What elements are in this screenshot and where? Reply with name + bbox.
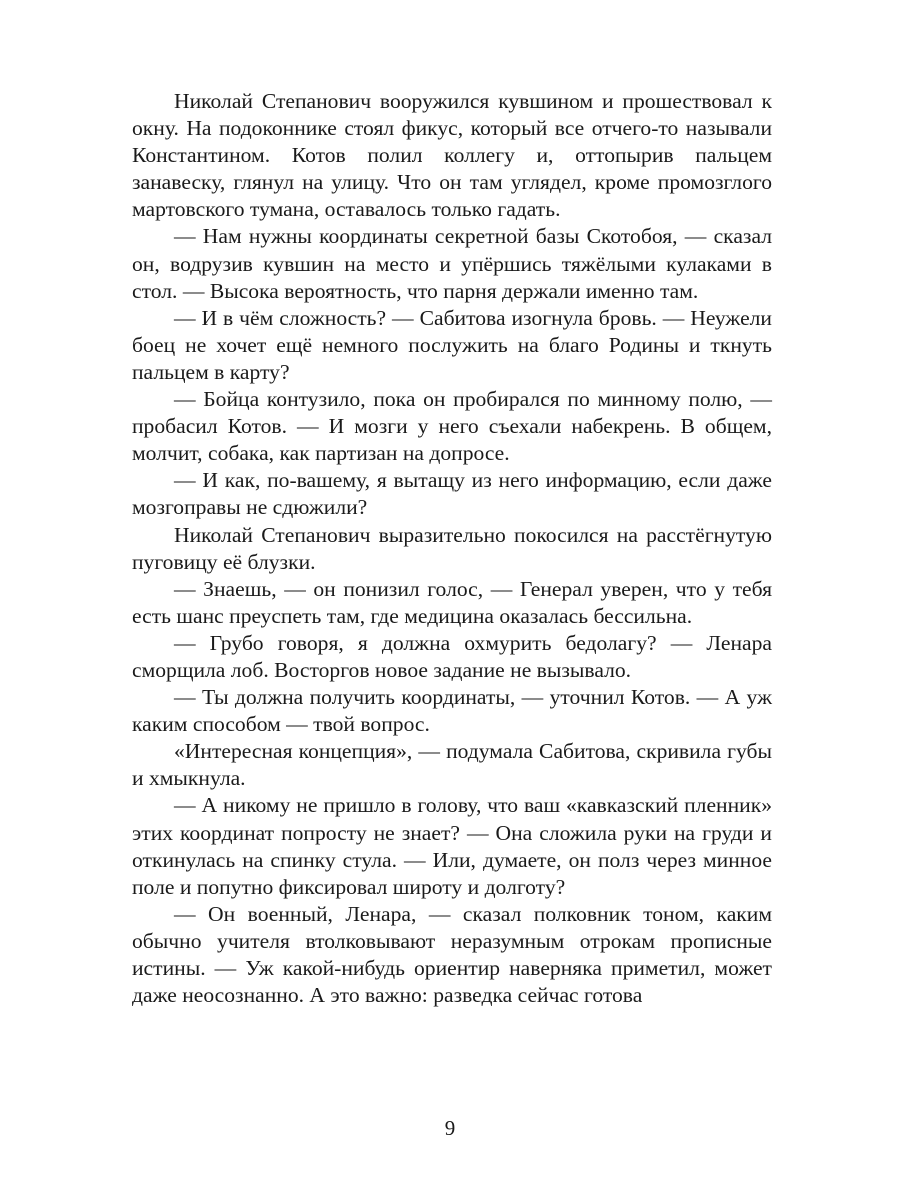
paragraph: — Бойца контузило, пока он пробирался по минному полю, — пробасил Котов. — И мозги у него съехали набекрень. В общем, молчит, собака, как партизан на допросе. — [132, 387, 772, 466]
paragraph: Николай Степанович вооружился кувшином и прошествовал к окну. На подоконнике стоял фикус, который все отчего-то называли Константином. Котов полил коллегу и, оттопырив пальцем занавеску, глянул на улицу. Что он там углядел, кроме промозглого мартовского тумана, оставалось только гадать. — [132, 89, 772, 222]
paragraph: — Знаешь, — он понизил голос, — Генерал уверен, что у тебя есть шанс преуспеть там, где медицина оказалась бессильна. — [132, 576, 772, 628]
paragraph: — И в чём сложность? — Сабитова изогнула бровь. — Неужели боец не хочет ещё немного послужить на благо Родины и ткнуть пальцем в карту? — [132, 305, 772, 384]
page-number: 9 — [444, 1116, 456, 1140]
paragraph: — Грубо говоря, я должна охмурить бедолагу? — Ленара сморщила лоб. Восторгов новое задание не вызывало. — [132, 630, 772, 682]
paragraph: — Ты должна получить координаты, — уточнил Котов. — А уж каким способом — твой вопрос. — [132, 685, 772, 737]
paragraph: — Нам нужны координаты секретной базы Скотобоя, — сказал он, водрузив кувшин на место и упёршись тяжёлыми кулаками в стол. — Высока вероятность, что парня держали именно там. — [132, 224, 772, 303]
paragraph: — Он военный, Ленара, — сказал полковник тоном, каким обычно учителя втолковывают неразумным отрокам прописные истины. — Уж какой-нибудь ориентир наверняка приметил, может даже неосознанно. А это важно: разведка сейчас готова — [132, 901, 772, 1008]
paragraph: «Интересная концепция», — подумала Сабитова, скривила губы и хмыкнула. — [132, 739, 772, 791]
paragraph: Николай Степанович выразительно покосился на расстёгнутую пуговицу её блузки. — [132, 522, 772, 574]
paragraph: — А никому не пришло в голову, что ваш «кавказский пленник» этих координат попросту не знает? — Она сложила руки на груди и откинулась на спинку стула. — Или, думаете, он полз через минное поле и попутно фиксировал широту и долготу? — [132, 793, 772, 899]
body-text — [132, 88, 772, 1009]
paragraph: — И как, по-вашему, я вытащу из него информацию, если даже мозгоправы не сдюжили? — [132, 468, 772, 520]
